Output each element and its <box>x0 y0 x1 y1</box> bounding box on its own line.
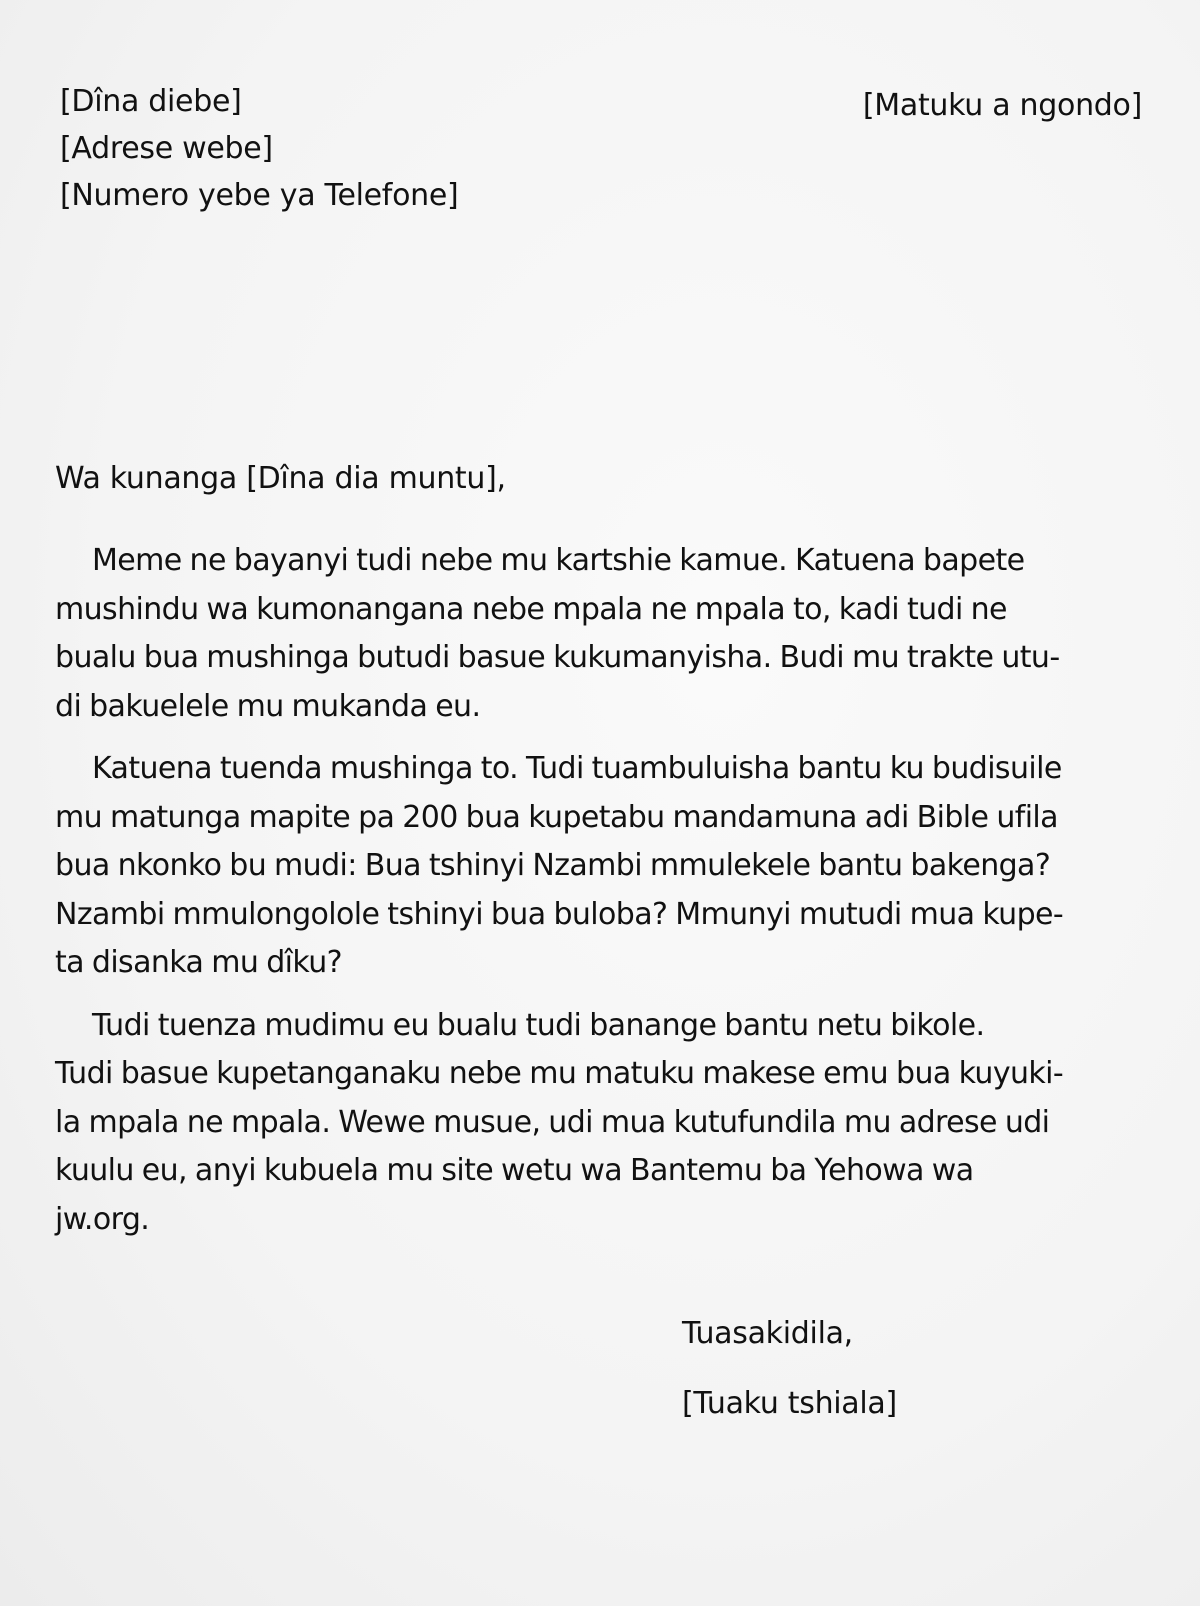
signature: [Tuaku tshiala] <box>682 1386 897 1421</box>
text-line: Tudi basue kupetanganaku nebe mu matuku makese emu bua kuyuki- <box>55 1056 1064 1091</box>
text-line: di bakuelele mu mukanda eu. <box>55 688 481 724</box>
text-line: ta disanka mu dîku? <box>55 945 342 980</box>
text-line: bua nkonko bu mudi: Bua tshinyi Nzambi mmulekele bantu bakenga? <box>55 848 1051 883</box>
text-line: jw.org. <box>55 1201 150 1237</box>
text-line: Katuena tuenda mushinga to. Tudi tuambuluisha bantu ku budisuile <box>92 751 1062 786</box>
sender-phone: [Numero yebe ya Telefone] <box>60 178 459 213</box>
text-line: kuulu eu, anyi kubuela mu site wetu wa Bantemu ba Yehowa wa <box>55 1153 974 1188</box>
text-line: bualu bua mushinga butudi basue kukumanyisha. Budi mu trakte utu- <box>55 640 1060 675</box>
text-line: Meme ne bayanyi tudi nebe mu kartshie kamue. Katuena bapete <box>92 543 1025 578</box>
letter-body <box>55 537 1150 1258</box>
sender-block <box>60 78 458 219</box>
paragraph-1 <box>55 537 1150 731</box>
letter-date: [Matuku a ngondo] <box>862 88 1142 123</box>
sender-name: [Dîna diebe] <box>60 84 242 119</box>
text-line: mu matunga mapite pa 200 bua kupetabu mandamuna adi Bible ufila <box>55 799 1058 835</box>
text-line: Nzambi mmulongolole tshinyi bua buloba? Mmunyi mutudi mua kupe- <box>55 896 1064 932</box>
salutation: Wa kunanga [Dîna dia muntu], <box>55 461 506 496</box>
sender-address: [Adrese webe] <box>60 131 273 166</box>
paragraph-2 <box>55 745 1150 988</box>
paragraph-3 <box>55 1002 1150 1245</box>
text-line: la mpala ne mpala. Wewe musue, udi mua kutufundila mu adrese udi <box>55 1104 1050 1140</box>
closing: Tuasakidila, <box>682 1316 853 1351</box>
text-line: mushindu wa kumonangana nebe mpala ne mpala to, kadi tudi ne <box>55 591 1007 627</box>
text-line: Tudi tuenza mudimu eu bualu tudi banange bantu netu bikole. <box>92 1007 985 1043</box>
